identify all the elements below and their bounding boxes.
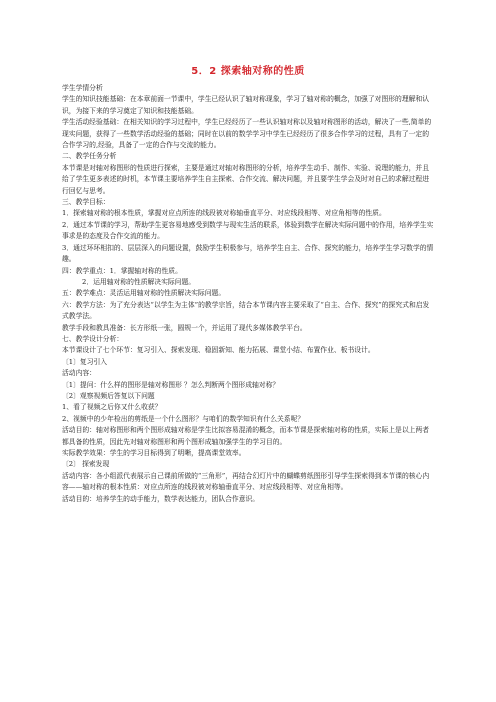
subsection-heading: 〔2〕 探索发现 xyxy=(62,460,110,469)
paragraph: 活动内容：各小组派代表展示自己课前所做的“三角形”，再结合幻灯片中的蝴蝶剪纸图形引导学生探索得到本节课的核心内容——轴对称的根本性质：对应点所连的线段被对称轴垂直平分、对应线段相等、对应角相等。 xyxy=(62,471,430,492)
document-body xyxy=(62,83,434,505)
paragraph: 2．运用轴对称的性质解决实际问题。 xyxy=(82,277,196,286)
paragraph: 实际教学效果：学生的学习目标得到了明晰，提高课堂效率。 xyxy=(62,449,246,457)
list-item: 3．通过环环相扣的、层层深入的问题设置，鼓励学生积极参与，培养学生自主、合作、探究的能力，培养学生学习数学的情趣。 xyxy=(62,243,434,264)
paragraph: 活动内容： xyxy=(62,369,96,378)
list-item: 〔2〕观察视频后答复以下问题 xyxy=(62,391,155,400)
paragraph: 本节课是对轴对称图形的性质进行探索，主要是通过对轴对称图形的分析，培养学生动手、制作、实验、说理的能力，并且给了学生更多表述的时机，本节课主要培养学生自主探索、合作交流、解决问题，并且要学生学会及时对自己的求解过程进行回忆与思考。 xyxy=(62,163,430,195)
list-item: 2、视频中的少年检出的剪纸是一个什么图形？与咱们的数学知识有什么关系呢？ xyxy=(62,414,305,423)
paragraph: 五：教学难点：灵活运用轴对称的性质解决实际问题。 xyxy=(62,289,226,298)
section-heading: 二、教学任务分析 xyxy=(62,152,117,161)
paragraph: 活动目的：轴对称图形和两个图形成轴对称是学生比拟容易混淆的概念，而本节课是探索轴对称的性质，实际上是以上两者都具备的性质，因此先对轴对称图形和两个图形成轴加强学生的学习目的。 xyxy=(62,426,430,446)
list-item: 〔1〕提问：什么样的图形是轴对称图形 ？怎么判断两个图形成轴对称？ xyxy=(62,380,280,389)
section-heading: 七、教学设计分析： xyxy=(62,334,124,343)
paragraph: 本节课设计了七个环节：复习引入、探索发现、稳固新知、能力拓展、课堂小结、布置作业、板书设计。 xyxy=(62,346,375,355)
paragraph: 活动目的：培养学生的动手能力，数学表达能力，团队合作意识。 xyxy=(62,494,260,503)
paragraph: 六：教学方法：为了充分表达“以学生为主体”的教学宗旨，结合本节课内容主要采取了“自主、合作、探究”的探究式和启发式教学法。 xyxy=(62,300,430,321)
list-item: 2．通过本节课的学习，帮助学生更容易地感受到数学与现实生活的联系，体验到数学在解决实际问题中的作用，培养学生实事求是的态度及合作交流的能力。 xyxy=(62,220,434,241)
paragraph: 四：教学重点：1．掌握轴对称的性质。 xyxy=(62,266,182,275)
page-title: 5．2 探索轴对称的性质 xyxy=(191,66,305,77)
subsection-heading: 〔1〕复习引入 xyxy=(62,357,108,366)
paragraph: 学生的知识技能基础：在本章前面一节课中，学生已经认识了轴对称现象，学习了轴对称的概念，加强了对图形的理解和认识，为接下来的学习奠定了知识和技能基础。 xyxy=(62,95,430,115)
list-item: 1、看了视频之后你又什么收获？ xyxy=(62,403,162,412)
paragraph: 学生活动经验基础：在相关知识的学习过程中，学生已经经历了一些认识轴对称以及轴对称图形的活动，解决了一些,简单的现实问题，获得了一些数学活动经验的基础；同时在以前的数学学习中学生已经经历了很多合作学习的过程，具有了一定的合作学习的,经验，具备了一定的合作与交流的能力。 xyxy=(62,118,432,150)
paragraph: 教学手段和教具准备：长方形纸一张，圆规一个，并运用了现代多媒体教学平台。 xyxy=(62,323,307,332)
section-heading: 三、教学目标： xyxy=(62,198,110,207)
list-item: 1．探索轴对称的根本性质，掌握对应点所连的线段被对称轴垂直平分、对应线段相等、对应角相等的性质。 xyxy=(62,209,386,218)
section-heading: 学生学情分析 xyxy=(62,84,103,92)
